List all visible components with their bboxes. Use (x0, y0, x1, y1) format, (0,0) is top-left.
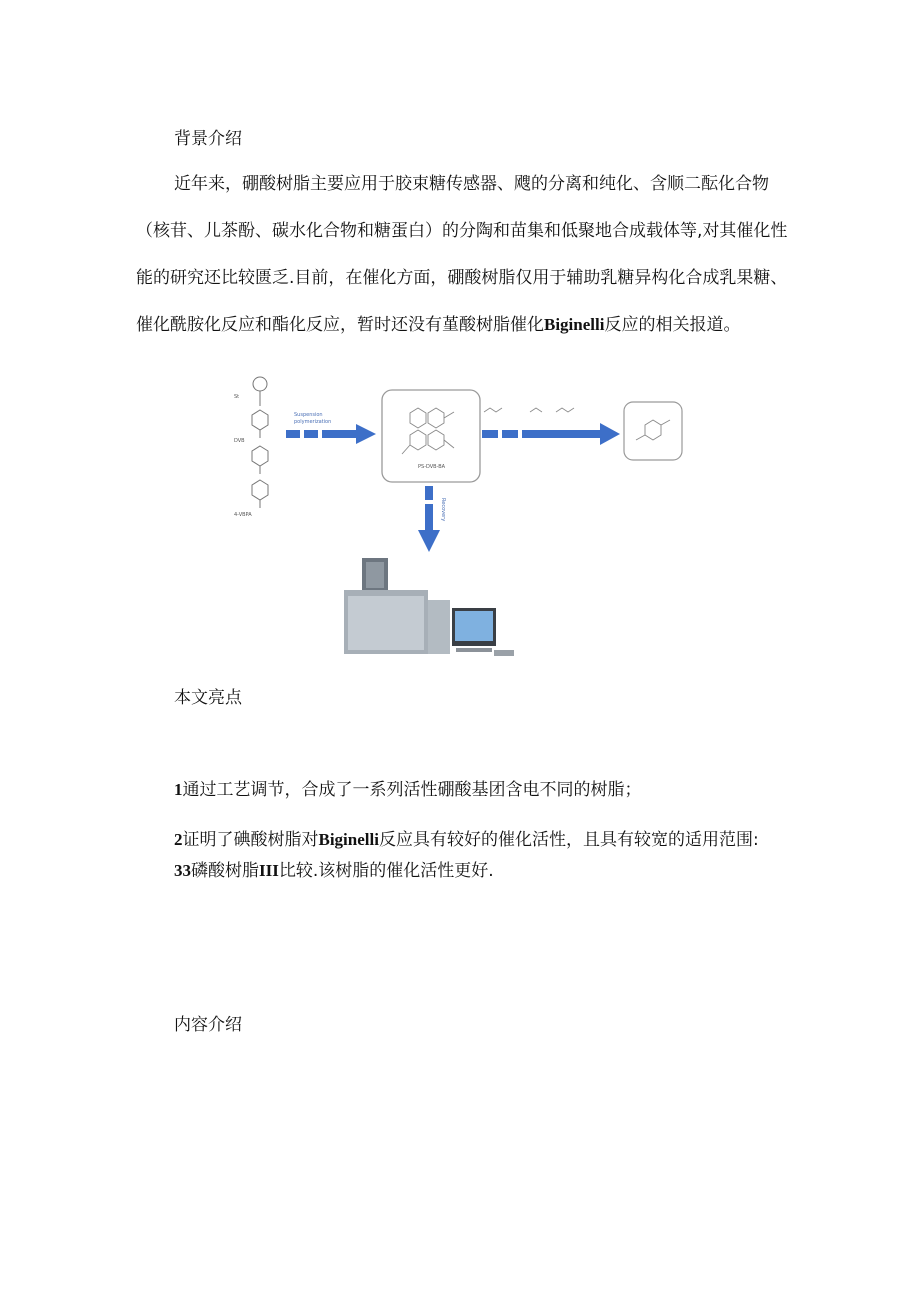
paragraph-line: （核苷、儿茶酚、碳水化合物和糖蛋白）的分陶和苗集和低聚地合成载体等,对其催化性 (136, 221, 788, 241)
highlight-item (174, 860, 494, 882)
highlight-text: 磷酸树脂 (191, 861, 259, 881)
highlight-bold-term: Biginelli (318, 830, 379, 849)
highlight-number: 1 (174, 780, 183, 799)
monomer-label: DVB (234, 438, 245, 444)
arrow-suspension (286, 412, 376, 444)
arrow-label: Suspension (294, 412, 323, 418)
monomer-structures (252, 377, 268, 508)
highlight-bold-term: III (259, 861, 279, 880)
paragraph-text: 催化酰胺化反应和酯化反应，暂时还没有堇酸树脂催化 (136, 315, 544, 335)
paragraph-line: 能的研究还比较匮乏.目前，在催化方面，硼酸树脂仅用于辅助乳糖异构化合成乳果糖、 (136, 268, 788, 288)
paragraph-line (136, 314, 786, 336)
gc-instrument-illustration (344, 558, 514, 656)
monomer-label: 4-VBPA (234, 512, 252, 518)
product-structure-box (624, 402, 682, 460)
section-title-background: 背景介绍 (174, 129, 242, 149)
paragraph-bold-term: Biginelli (544, 315, 605, 334)
highlight-text: 比较.该树脂的催化活性更好. (278, 861, 494, 881)
highlight-text: 通过工艺调节，合成了一系列活性硼酸基团含电不同的树脂； (182, 780, 642, 800)
paragraph-line: 近年来，硼酸树脂主要应用于胶束糖传感器、飕的分离和纯化、含顺二酝化合物 (174, 174, 769, 194)
highlight-item (174, 829, 759, 851)
reaction-scheme-figure (230, 368, 700, 660)
highlight-text: 证明了碘酸树脂对 (182, 830, 319, 850)
paragraph-text: 反应的相关报道。 (604, 315, 741, 335)
section-title-content: 内容介绍 (174, 1015, 242, 1035)
polymer-label: PS-DVB-BA (418, 464, 446, 470)
highlight-item (174, 779, 642, 801)
highlight-number: 2 (174, 830, 183, 849)
highlight-number: 33 (174, 861, 191, 880)
arrow-recovery (418, 486, 446, 552)
arrow-label: Recovery (440, 498, 446, 522)
arrow-label: polymerization (294, 419, 332, 425)
arrow-biginelli (484, 408, 574, 412)
monomer-label: St (234, 394, 240, 400)
section-title-highlights: 本文亮点 (174, 688, 242, 708)
highlight-text: 反应具有较好的催化活性，且具有较宽的适用范围: (378, 830, 759, 850)
